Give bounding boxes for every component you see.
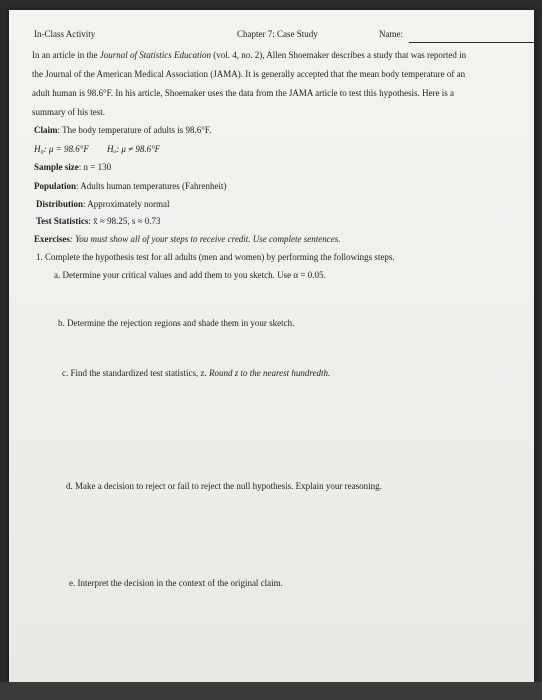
question-1c-text: c. Find the standardized test statistics, z. [62,368,209,378]
question-1c-rounding: Round z to the nearest hundredth. [208,368,331,378]
test-statistics-line [36,216,161,227]
distribution-text: : Approximately normal [83,199,170,209]
null-hypothesis: H₀: μ = 98.6°F [34,144,89,154]
intro-line-1 [32,50,466,61]
exercises-instructions: : You must show all of your steps to receive credit. Use complete sentences. [69,234,341,244]
exercises-label: Exercises [34,234,70,244]
test-statistics-label: Test Statistics [36,216,89,226]
question-1e: e. Interpret the decision in the context of the original claim. [69,578,283,588]
population-line [34,181,226,192]
sample-size-label: Sample size [34,162,79,172]
worksheet-page [9,10,534,682]
name-blank-line [409,41,534,43]
population-label: Population [34,181,77,191]
header-name-label: Name: [379,29,403,39]
intro-line-1-end: (vol. 4, no. 2), Allen Shoemaker describes a study that was reported in [210,50,467,60]
claim-text: : The body temperature of adults is 98.6°F. [57,125,212,135]
claim-line [34,125,211,136]
question-1d: d. Make a decision to reject or fail to reject the null hypothesis. Explain your reasoning. [66,481,382,491]
intro-line-4: summary of his test. [32,107,105,117]
question-1c [62,368,330,379]
test-statistics-text: : x̄ ≈ 98.25, s ≈ 0.73 [88,216,161,226]
journal-title: Journal of Statistics Education [99,50,211,60]
distribution-label: Distribution [36,199,84,209]
question-1b: b. Determine the rejection regions and shade them in your sketch. [58,318,295,328]
claim-label: Claim [34,125,58,135]
population-text: : Adults human temperatures (Fahrenheit) [76,181,227,191]
header-chapter: Chapter 7: Case Study [237,29,318,39]
question-1: 1. Complete the hypothesis test for all adults (men and women) by performing the followings steps. [36,252,395,262]
intro-line-1-start: In an article in the [32,50,100,60]
sample-size-line [34,162,111,173]
alternative-hypothesis: Hₐ: μ ≠ 98.6°F [107,144,161,154]
intro-line-2: the Journal of the American Medical Association (JAMA). It is generally accepted that the mean body temperature of an [32,69,466,79]
sample-size-text: : n = 130 [78,162,112,172]
question-1a: a. Determine your critical values and add them to you sketch. Use α = 0.05. [54,270,326,280]
distribution-line [36,199,170,210]
table-surface [0,682,542,700]
header-activity: In-Class Activity [34,29,96,39]
exercises-line [34,234,341,245]
intro-line-3: adult human is 98.6°F. In his article, Shoemaker uses the data from the JAMA article to test this hypothesis. Here is a [32,88,455,98]
